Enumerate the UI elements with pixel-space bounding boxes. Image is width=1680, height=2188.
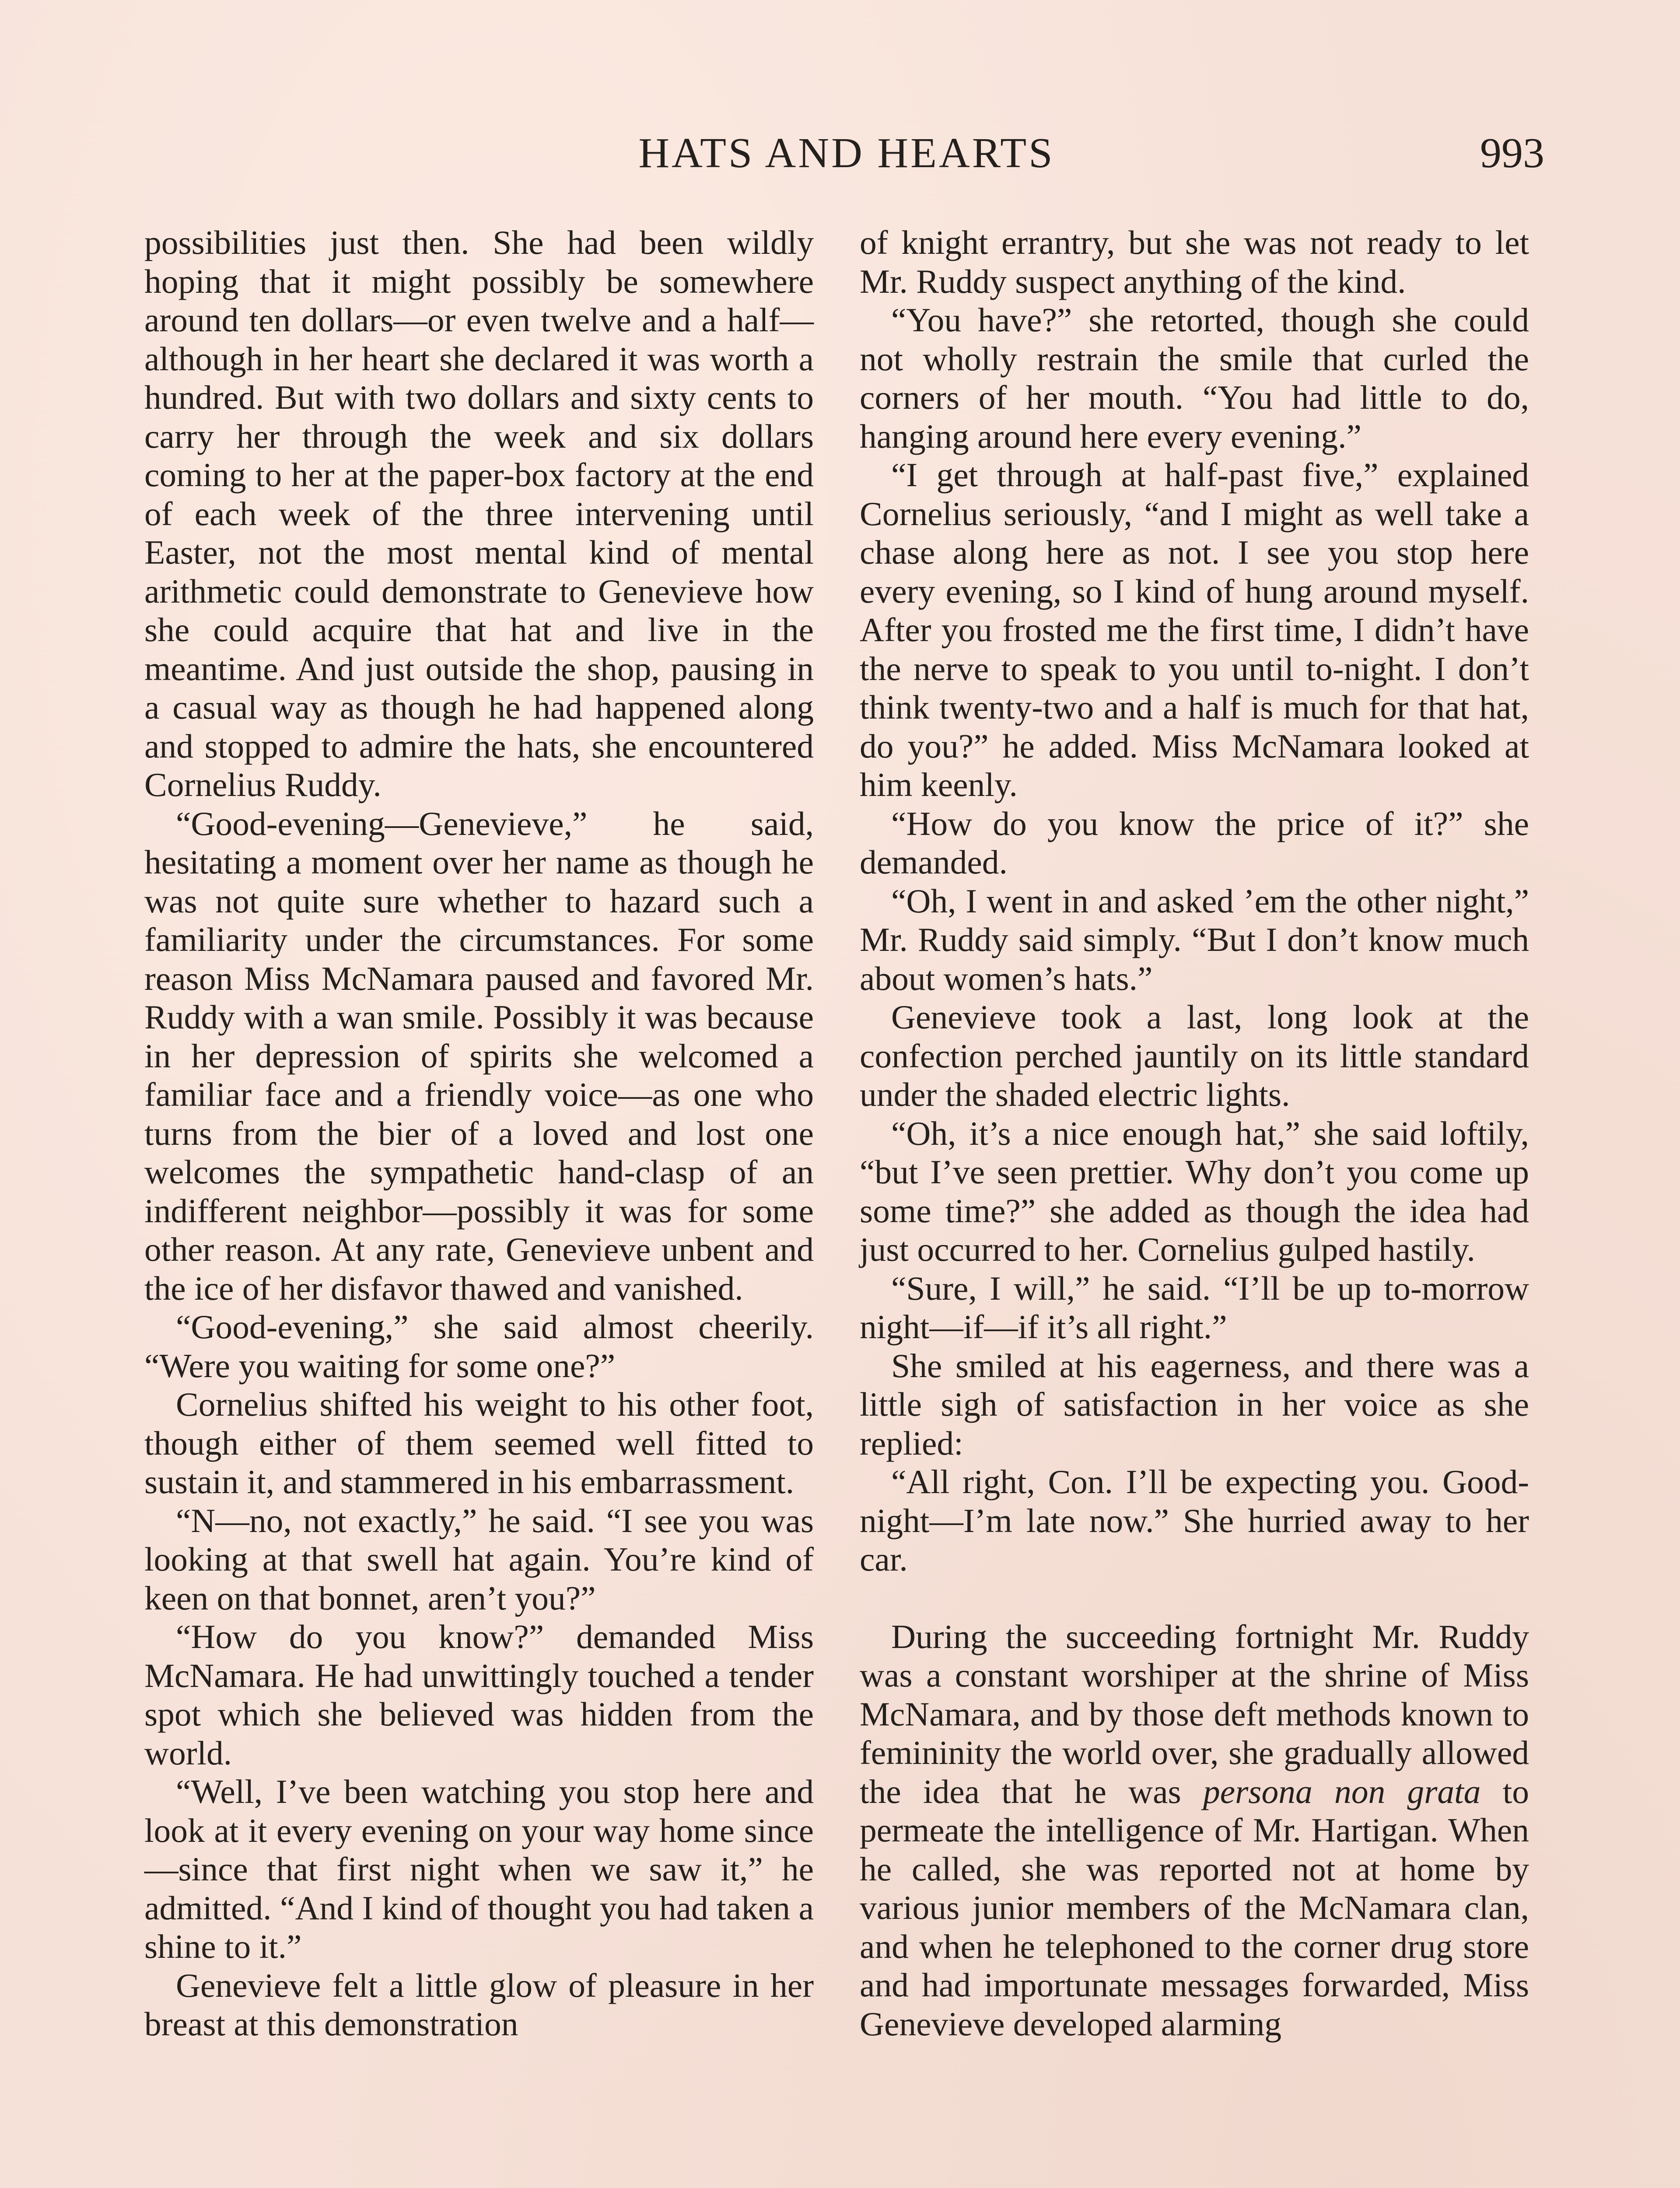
paragraph: “Oh, I went in and asked ’em the other night,” Mr. Ruddy said simply. “But I don’t know much about women’s hats.” (860, 882, 1529, 997)
paragraph: of knight errantry, but she was not ready to let Mr. Ruddy suspect anything of the kind. (860, 224, 1529, 300)
paragraph: “You have?” she retorted, though she could not wholly restrain the smile that curled the corners of her mouth. “You had little to do, hanging around here every evening.” (860, 301, 1529, 455)
paragraph: possibilities just then. She had been wildly hoping that it might possibly be somewhere around ten dollars—or even twelve and a half—although in her heart she declared it was worth a hundred. But with two dollars and sixty cents to carry her through the week and six dollars coming to her at the paper-box factory at the end of each week of the three intervening until Easter, not the most mental kind of mental arithmetic could demonstrate to Genevieve how she could acquire that hat and live in the meantime. And just outside the shop, pausing in a casual way as though he had happened along and stopped to admire the hats, she encountered Cornelius Ruddy. (144, 224, 814, 803)
paragraph: “Well, I’ve been watching you stop here and look at it every evening on your way home since—since that first night when we saw it,” he admitted. “And I kind of thought you had taken a shine to it.” (144, 1773, 814, 1965)
running-title: HATS AND HEARTS (638, 130, 1055, 177)
paragraph: “Oh, it’s a nice enough hat,” she said loftily, “but I’ve seen prettier. Why don’t you come up some time?” she added as though the idea had just occurred to her. Cornelius gulped hastily. (860, 1114, 1529, 1268)
paragraph: Genevieve took a last, long look at the confection perched jauntily on its little standard under the shaded electric lights. (860, 998, 1529, 1113)
paragraph: “All right, Con. I’ll be expecting you. Good-night—I’m late now.” She hurried away to her car. (860, 1463, 1529, 1578)
paragraph: “Good-evening,” she said almost cheerily. “Were you waiting for some one?” (144, 1308, 814, 1385)
paragraph: She smiled at his eagerness, and there was a little sigh of satisfaction in her voice as she replied: (860, 1346, 1529, 1462)
paragraph: “How do you know?” demanded Miss McNamara. He had unwittingly touched a tender spot which she believed was hidden from the world. (144, 1618, 814, 1772)
paragraph-text: During the succeeding fortnight Mr. Ruddy was a constant worshiper at the shrine of Miss McNamara, and by those deft methods known to femininity the world over, she gradually allowed the idea that he was (860, 1617, 1529, 1810)
paragraph: “I get through at half-past five,” explained Cornelius seriously, “and I might as well take a chase along here as not. I see you stop here every evening, so I kind of hung around myself. After you frosted me the first time, I didn’t have the nerve to speak to you until to-night. I don’t think twenty-two and a half is much for that hat, do you?” he added. Miss McNamara looked at him keenly. (860, 456, 1529, 803)
paragraph: Genevieve felt a little glow of pleasure in her breast at this demonstration (144, 1966, 814, 2043)
page-header (149, 127, 1544, 179)
section-paragraph (860, 1617, 1529, 2044)
paragraph: “Sure, I will,” he said. “I’ll be up to-morrow night—if—if it’s all right.” (860, 1269, 1529, 1346)
paragraph: “How do you know the price of it?” she demanded. (860, 804, 1529, 881)
paragraph: “N—no, not exactly,” he said. “I see you was looking at that swell hat again. You’re kind of keen on that bonnet, aren’t you?” (144, 1501, 814, 1617)
left-column (144, 223, 814, 2044)
right-column (860, 223, 1529, 2043)
italic-phrase: persona non grata (1203, 1772, 1481, 1810)
page-number: 993 (1480, 130, 1544, 177)
paragraph: Cornelius shifted his weight to his other foot, though either of them seemed well fitted to sustain it, and stammered in his embarrassment. (144, 1385, 814, 1501)
paragraph: “Good-evening—Genevieve,” he said, hesitating a moment over her name as though he was not quite sure whether to hazard such a familiarity under the circumstances. For some reason Miss McNamara paused and favored Mr. Ruddy with a wan smile. Possibly it was because in her depression of spirits she welcomed a familiar face and a friendly voice—as one who turns from the bier of a loved and lost one welcomes the sympathetic hand-clasp of an indifferent neighbor—possibly it was for some other reason. At any rate, Genevieve unbent and the ice of her disfavor thawed and vanished. (144, 804, 814, 1307)
paragraph-text: to permeate the intelligence of Mr. Hartigan. When he called, she was reported not at home by various junior members of the McNamara clan, and when he telephoned to the corner drug store and had importunate messages forwarded, Miss Genevieve developed alarming (860, 1772, 1529, 2043)
